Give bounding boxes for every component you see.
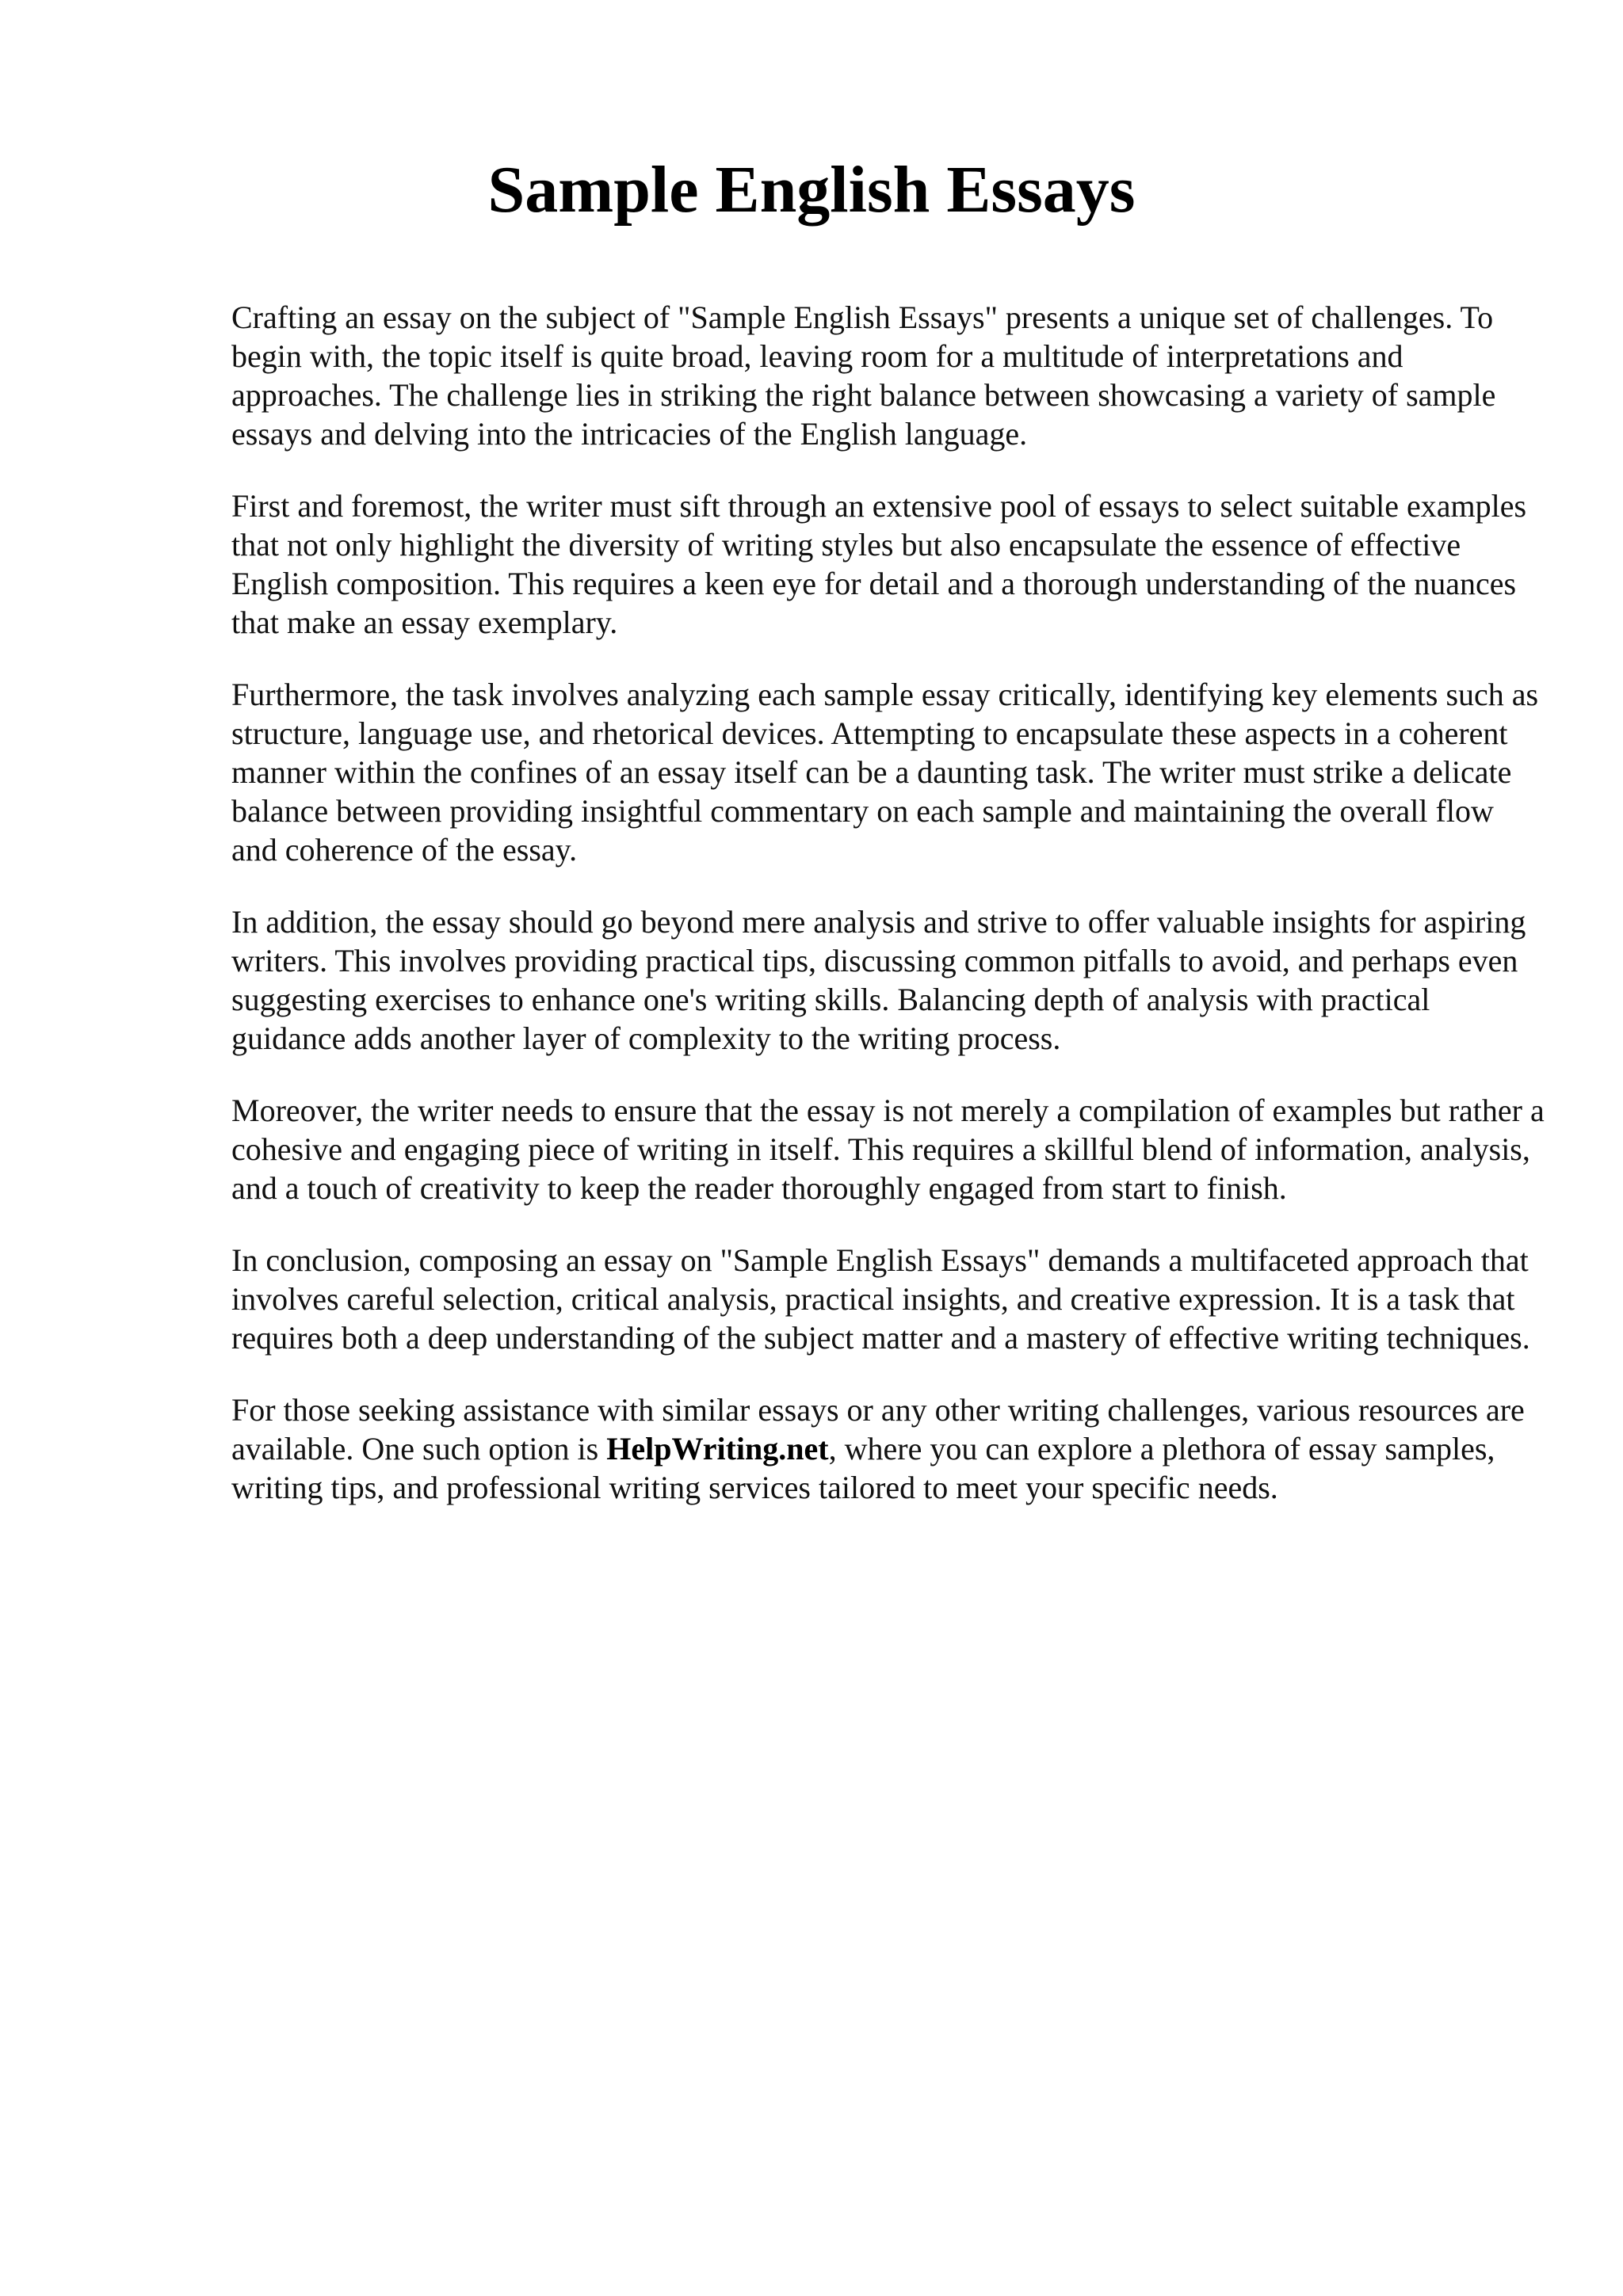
paragraph-analysis: Furthermore, the task involves analyzing each sample essay critically, identifying key elements such as structure, language use, and rhetorical devices. Attempting to encapsulate these aspects in a coherent manner within the confines of an essay itself can be a daunting task. The writer must strike a delicate balance between providing insightful commentary on each sample and maintaining the overall flow and coherence of the essay.: [231, 677, 1539, 868]
paragraph-resources: [231, 1390, 1547, 1507]
page-title: Sample English Essays: [487, 153, 1136, 227]
paragraph-selection: First and foremost, the writer must sift through an extensive pool of essays to select suitable examples that not only highlight the diversity of writing styles but also encapsulate the essence of effective English composition. This requires a keen eye for detail and a thorough understanding of the nuances that make an essay exemplary.: [231, 488, 1527, 640]
paragraph-cohesion: Moreover, the writer needs to ensure that the essay is not merely a compilation of examples but rather a cohesive and engaging piece of writing in itself. This requires a skillful blend of information, analysis, and a touch of creativity to keep the reader thoroughly engaged from start to finish.: [231, 1093, 1545, 1206]
helpwriting-link[interactable]: HelpWriting.net: [606, 1431, 829, 1466]
resources-text-before: For those seeking assistance with similar essays or any other writing challenges, various resources are available. One such option is: [231, 1392, 1525, 1466]
paragraph-intro: Crafting an essay on the subject of "Sample English Essays" presents a unique set of challenges. To begin with, the topic itself is quite broad, leaving room for a multitude of interpretations and approaches. The challenge lies in striking the right balance between showcasing a variety of sample essays and delving into the intricacies of the English language.: [231, 299, 1496, 452]
resources-text-after: , where you can explore a plethora of essay samples, writing tips, and professional writing services tailored to meet your specific needs.: [231, 1431, 1495, 1505]
paragraph-conclusion: In conclusion, composing an essay on "Sample English Essays" demands a multifaceted approach that involves careful selection, critical analysis, practical insights, and creative expression. It is a task that requires both a deep understanding of the subject matter and a mastery of effective writing techniques.: [231, 1242, 1530, 1356]
paragraph-insights: In addition, the essay should go beyond mere analysis and strive to offer valuable insights for aspiring writers. This involves providing practical tips, discussing common pitfalls to avoid, and perhaps even suggesting exercises to enhance one's writing skills. Balancing depth of analysis with practical guidance adds another layer of complexity to the writing process.: [231, 904, 1526, 1056]
essay-body: [231, 298, 1547, 1507]
